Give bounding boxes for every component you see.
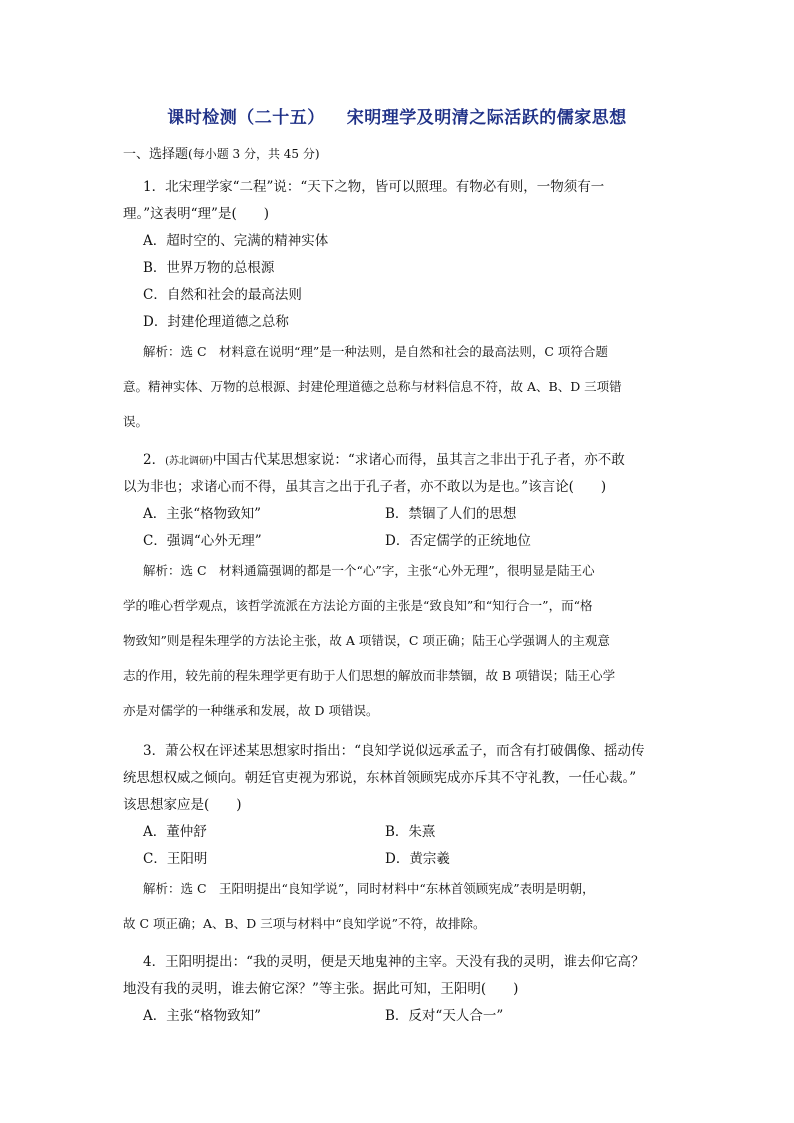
q1-analysis-line: 意。精神实体、万物的总根源、封建伦理道德之总称与材料信息不符，故 A、B、D 三项错 bbox=[123, 379, 622, 394]
q1-option-a: A．超时空的、完满的精神实体 bbox=[143, 233, 329, 249]
q3-analysis-line: 解析：选 C 王阳明提出“良知学说”，同时材料中“东林首领顾宪成”表明是明朝， bbox=[143, 881, 595, 896]
q2-option-c: C．强调“心外无理” bbox=[143, 533, 262, 549]
q3-stem-line: 该思想家应是( ) bbox=[123, 797, 242, 813]
q2-stem-text: 中国古代某思想家说：“求诸心而得，虽其言之非出于孔子者，亦不敢 bbox=[212, 452, 625, 468]
title-sub: 宋明理学及明清之际活跃的儒家思想 bbox=[346, 108, 627, 128]
q3-option-b: B．朱熹 bbox=[385, 824, 436, 840]
q4-option-b: B．反对“天人合一” bbox=[385, 1008, 504, 1024]
title-main: 课时检测（二十五） bbox=[167, 108, 325, 128]
q2-analysis-line: 学的唯心哲学观点，该哲学流派在方法论方面的主张是“致良知”和“知行合一”，而“格 bbox=[123, 598, 593, 613]
q2-analysis-line: 物致知”则是程朱理学的方法论主张，故 A 项错误，C 项正确；陆王心学强调人的主观意 bbox=[123, 633, 610, 648]
page-title bbox=[0, 103, 794, 128]
q2-analysis-line: 解析：选 C 材料通篇强调的都是一个“心”字，主张“心外无理”，很明显是陆王心 bbox=[143, 563, 595, 578]
q3-stem-line: 3．萧公权在评述某思想家时指出：“良知学说似远承孟子，而含有打破偶像、摇动传 bbox=[143, 743, 645, 759]
q2-source-tag: (苏北调研) bbox=[165, 456, 213, 467]
q2-analysis-line: 亦是对儒学的一种继承和发展，故 D 项错误。 bbox=[123, 703, 379, 718]
section-label: 一、选择题 bbox=[123, 147, 189, 162]
q2-option-a: A．主张“格物致知” bbox=[143, 506, 262, 522]
q2-stem-line bbox=[143, 448, 625, 468]
q3-option-a: A．董仲舒 bbox=[143, 824, 207, 840]
q4-stem-line: 4．王阳明提出：“我的灵明，便是天地鬼神的主宰。天没有我的灵明，谁去仰它高？ bbox=[143, 954, 645, 970]
q1-option-d: D．封建伦理道德之总称 bbox=[143, 314, 289, 330]
q3-analysis-line: 故 C 项正确；A、B、D 三项与材料中“良知学说”不符，故排除。 bbox=[123, 916, 486, 931]
section-note: (每小题 3 分，共 45 分) bbox=[188, 147, 320, 161]
section-heading bbox=[123, 143, 320, 162]
q1-analysis-line: 误。 bbox=[123, 414, 149, 429]
q1-option-c: C．自然和社会的最高法则 bbox=[143, 287, 302, 303]
q1-stem-line: 1．北宋理学家“二程”说：“天下之物，皆可以照理。有物必有则，一物须有一 bbox=[143, 179, 605, 195]
q4-stem-line: 地没有我的灵明，谁去俯它深？”等主张。据此可知，王阳明( ) bbox=[123, 981, 519, 997]
q2-analysis-line: 志的作用，较先前的程朱理学更有助于人们思想的解放而非禁锢，故 B 项错误；陆王心学 bbox=[123, 668, 616, 683]
q1-stem-line: 理。”这表明“理”是( ) bbox=[123, 206, 269, 222]
q2-stem-line: 以为非也；求诸心而不得，虽其言之出于孔子者，亦不敢以为是也。”该言论( ) bbox=[123, 479, 607, 495]
q2-number: 2． bbox=[143, 452, 166, 468]
q2-option-d: D．否定儒学的正统地位 bbox=[385, 533, 531, 549]
q3-option-d: D．黄宗羲 bbox=[385, 851, 450, 867]
q2-option-b: B．禁锢了人们的思想 bbox=[385, 506, 517, 522]
q4-option-a: A．主张“格物致知” bbox=[143, 1008, 262, 1024]
q3-option-c: C．王阳明 bbox=[143, 851, 208, 867]
q3-stem-line: 统思想权威之倾向。朝廷官吏视为邪说，东林首领顾宪成亦斥其不守礼教，一任心裁。” bbox=[123, 770, 637, 786]
q1-analysis-line: 解析：选 C 材料意在说明“理”是一种法则，是自然和社会的最高法则，C 项符合题 bbox=[143, 344, 608, 359]
q1-option-b: B．世界万物的总根源 bbox=[143, 260, 275, 276]
